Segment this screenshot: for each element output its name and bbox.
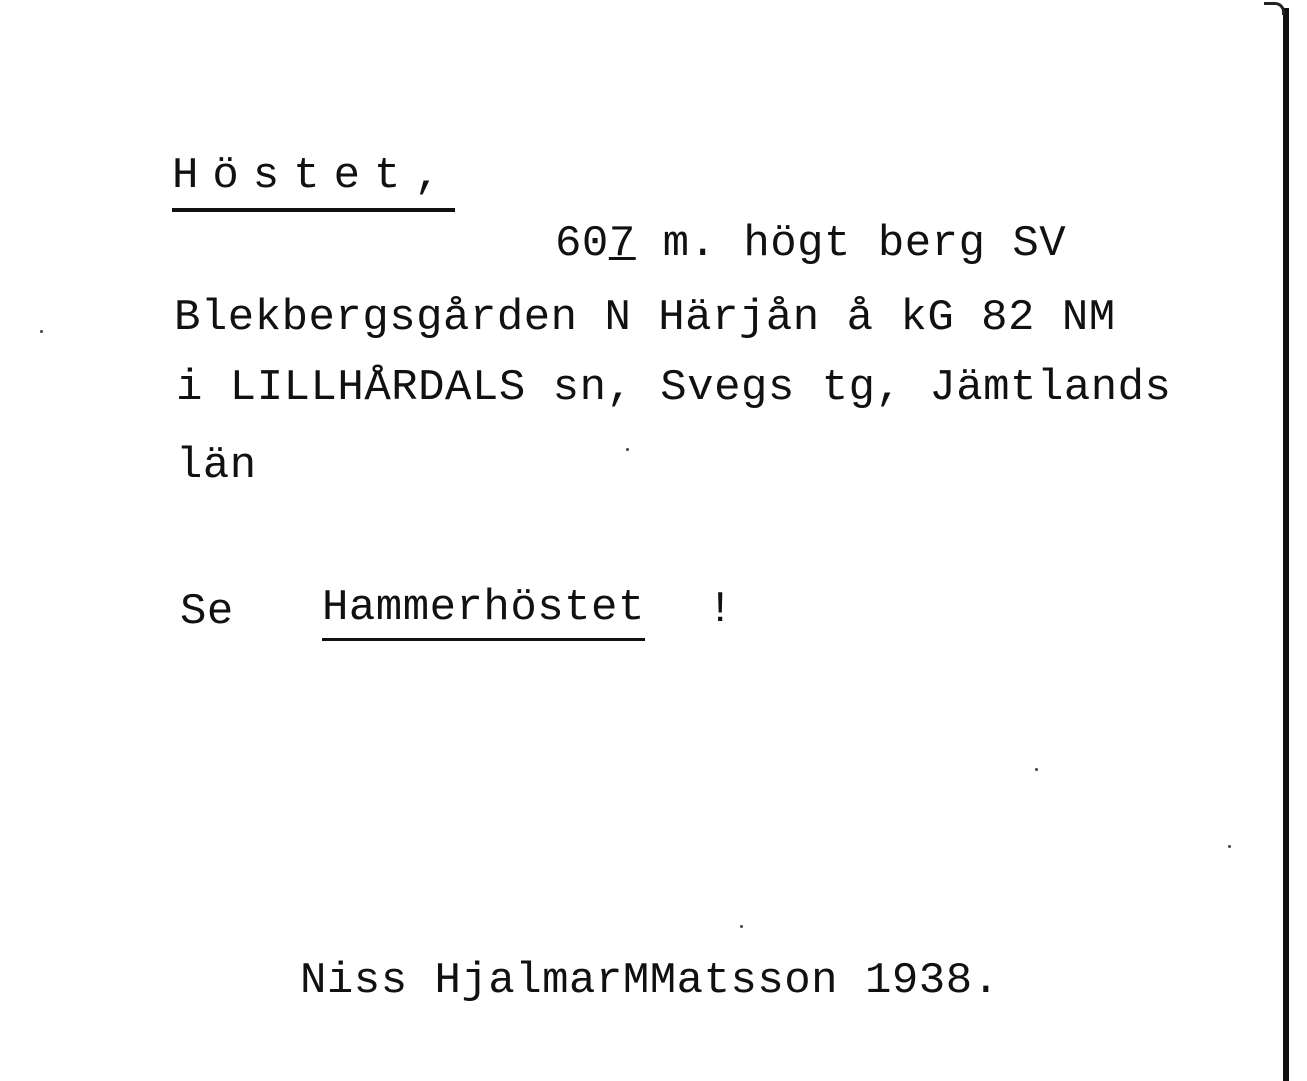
description-line-1 <box>555 218 1066 270</box>
description-line-4: län <box>176 441 257 491</box>
see-also-label: Se <box>180 587 234 637</box>
elevation-prefix: 60 <box>555 219 609 269</box>
card-corner <box>1264 2 1285 15</box>
description-line-2: Blekbergsgården N Härjån å kG 82 NM <box>174 293 1116 343</box>
paper-speck <box>1228 845 1231 848</box>
paper-speck <box>40 330 43 333</box>
see-also-reference: Hammerhöstet <box>322 582 645 641</box>
elevation-corrected-digit: 7 <box>608 219 636 269</box>
signature: Niss HjalmarMMatsson 1938. <box>300 956 1000 1006</box>
see-also-exclamation: ! <box>707 585 734 635</box>
paper-speck <box>626 448 629 451</box>
elevation-suffix: m. högt berg SV <box>635 219 1067 269</box>
headword: Höstet, <box>172 150 455 212</box>
paper-speck <box>1035 768 1038 771</box>
description-line-3: i LILLHÅRDALS sn, Svegs tg, Jämtlands <box>176 363 1172 413</box>
paper-speck <box>740 925 743 928</box>
card-right-edge <box>1283 8 1289 1081</box>
